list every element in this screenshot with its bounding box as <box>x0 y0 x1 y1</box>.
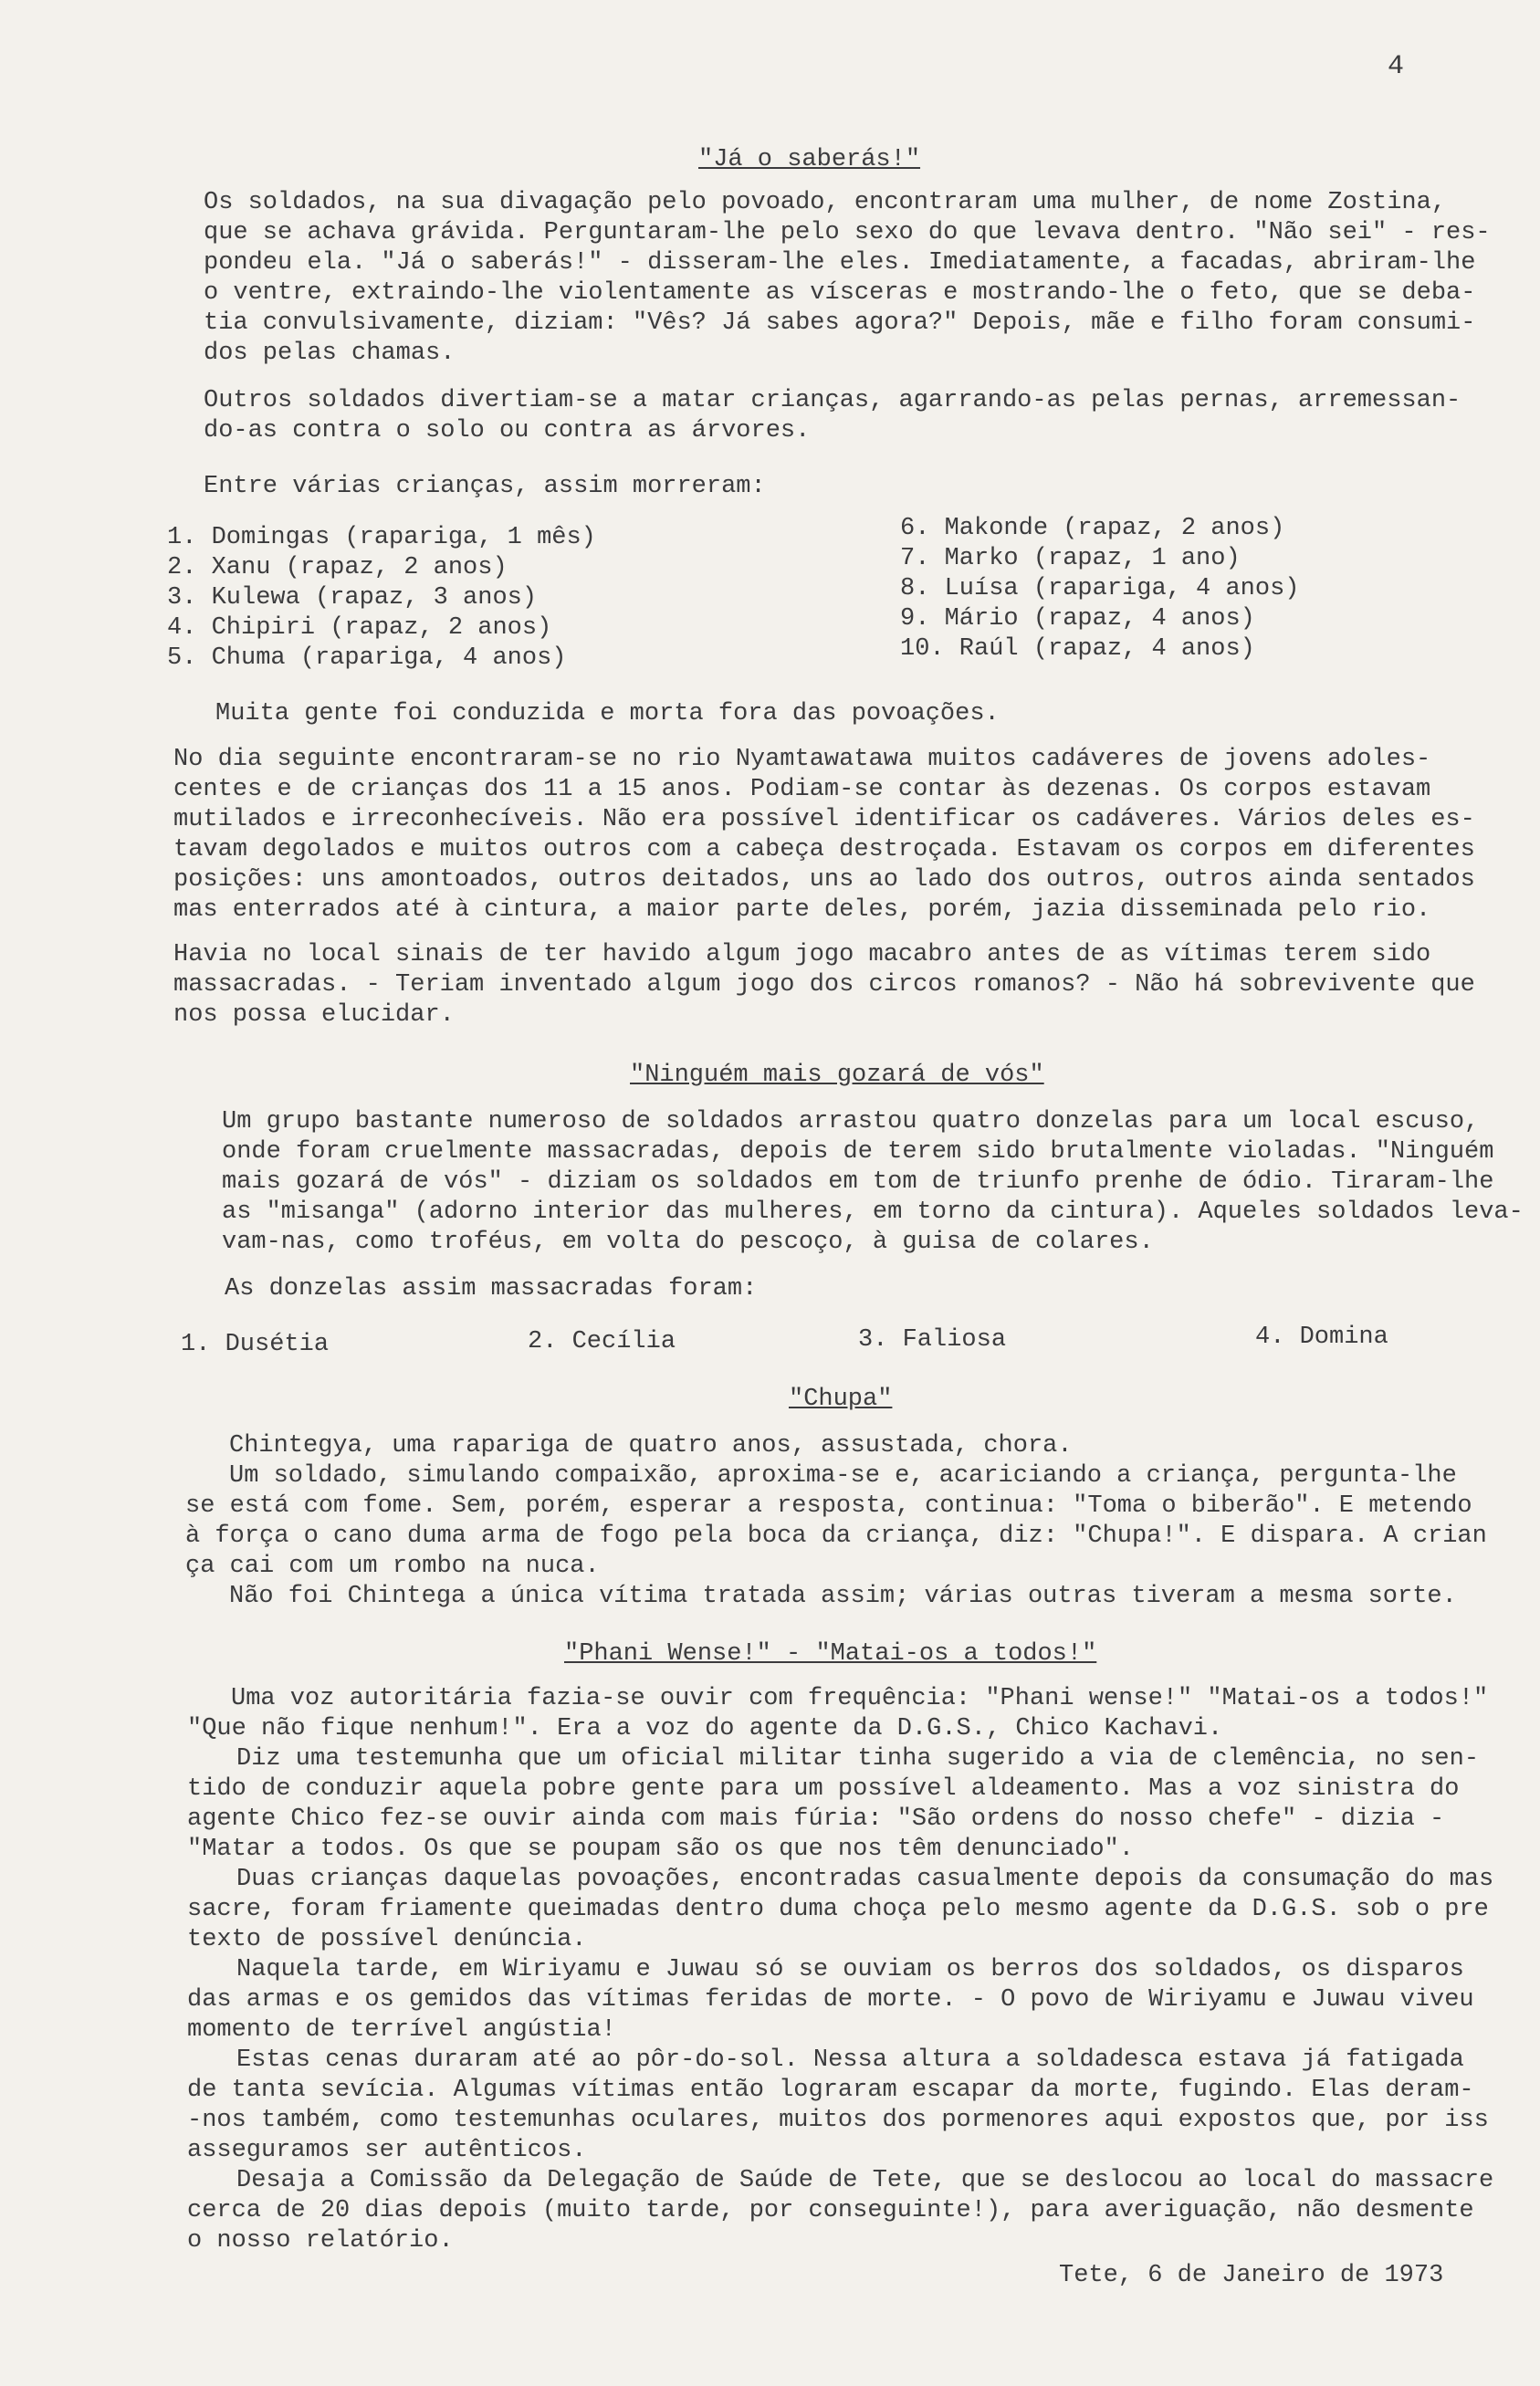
text-line: agente Chico fez-se ouvir ainda com mais fúria: "São ordens do nosso chefe" - dizia - <box>187 1805 1445 1833</box>
text-line: Um grupo bastante numeroso de soldados arrastou quatro donzelas para um local escuso, <box>222 1108 1480 1135</box>
text-line: "Matar a todos. Os que se poupam são os que nos têm denunciado". <box>187 1836 1134 1863</box>
paragraph-river <box>173 745 1475 926</box>
maiden-1: 1. Dusétia <box>181 1331 330 1358</box>
text-line: mas enterrados até à cintura, a maior parte deles, porém, jazia disseminada pelo rio. <box>173 896 1431 924</box>
text-line: de tanta sevícia. Algumas vítimas então lograram escapar da morte, fugindo. Elas deram- <box>187 2077 1474 2104</box>
list-item: 3. Kulewa (rapaz, 3 anos) <box>167 584 538 612</box>
text-line: o ventre, extraindo-lhe violentamente as vísceras e mostrando-lhe o feto, que se deba- <box>204 279 1476 307</box>
text-line: No dia seguinte encontraram-se no rio Nyamtawatawa muitos cadáveres de jovens adoles- <box>173 746 1431 773</box>
text-line: ça cai com um rombo na nuca. <box>185 1553 600 1580</box>
closing-date: Tete, 6 de Janeiro de 1973 <box>1059 2262 1444 2289</box>
text-line: As donzelas assim massacradas foram: <box>225 1275 758 1303</box>
paragraph-chintegya <box>185 1431 1487 1612</box>
victims-list-left <box>167 523 596 674</box>
text-line: que se achava grávida. Perguntaram-lhe pelo sexo do que levava dentro. "Não sei" - res- <box>204 219 1491 246</box>
text-line: sacre, foram friamente queimadas dentro duma choça pelo mesmo agente da D.G.S. sob o pre <box>187 1896 1489 1923</box>
text-line: Havia no local sinais de ter havido algum jogo macabro antes de as vítimas terem sido <box>173 941 1431 968</box>
text-line: se está com fome. Sem, porém, esperar a resposta, continua: "Toma o biberão". E metendo <box>185 1492 1472 1520</box>
text-line: texto de possível denúncia. <box>187 1926 587 1953</box>
paragraph-children <box>204 386 1461 446</box>
text-line: Desaja a Comissão da Delegação de Saúde de Tete, que se deslocou ao local do massacre <box>236 2167 1494 2194</box>
text-line: massacradas. - Teriam inventado algum jogo dos circos romanos? - Não há sobrevivente que <box>173 971 1475 999</box>
text-line: Outros soldados divertiam-se a matar crianças, agarrando-as pelas pernas, arremessan- <box>204 387 1461 414</box>
section-title-chupa: "Chupa" <box>789 1386 893 1413</box>
list-item: 4. Chipiri (rapaz, 2 anos) <box>167 614 552 642</box>
maiden-4: 4. Domina <box>1255 1324 1388 1351</box>
text-line: momento de terrível angústia! <box>187 2016 616 2044</box>
paragraph-list-intro <box>204 472 766 502</box>
text-line: asseguramos ser autênticos. <box>187 2137 587 2164</box>
text-line: do-as contra o solo ou contra as árvores. <box>204 417 811 445</box>
text-line: Diz uma testemunha que um oficial militar tinha sugerido a via de clemência, no sen- <box>236 1745 1480 1773</box>
text-line: mutilados e irreconhecíveis. Não era possível identificar os cadáveres. Vários deles es- <box>173 806 1475 833</box>
text-line: Estas cenas duraram até ao pôr-do-sol. Nessa altura a soldadesca estava já fatigada <box>236 2046 1464 2074</box>
text-line: centes e de crianças dos 11 a 15 anos. Podiam-se contar às dezenas. Os corpos estavam <box>173 776 1431 803</box>
list-item: 7. Marko (rapaz, 1 ano) <box>900 545 1241 572</box>
text-line: "Que não fique nenhum!". Era a voz do agente da D.G.S., Chico Kachavi. <box>187 1715 1223 1742</box>
text-line: cerca de 20 dias depois (muito tarde, por conseguinte!), para averiguação, não desmente <box>187 2197 1474 2224</box>
paragraph-outside-villages <box>215 699 1000 729</box>
text-line: tido de conduzir aquela pobre gente para um possível aldeamento. Mas a voz sinistra do <box>187 1775 1460 1803</box>
paragraph-macabre-game <box>173 940 1475 1031</box>
text-line: nos possa elucidar. <box>173 1001 455 1029</box>
page-number: 4 <box>1388 51 1405 82</box>
text-line: as "misanga" (adorno interior das mulheres, em torno da cintura). Aqueles soldados leva- <box>222 1198 1524 1226</box>
text-line: tavam degolados e muitos outros com a cabeça destroçada. Estavam os corpos em diferentes <box>173 836 1475 863</box>
text-line: à força o cano duma arma de fogo pela boca da criança, diz: "Chupa!". E dispara. A crian <box>185 1523 1487 1550</box>
text-line: Uma voz autoritária fazia-se ouvir com frequência: "Phani wense!" "Matai-os a todos!" <box>231 1685 1489 1712</box>
list-item: 5. Chuma (rapariga, 4 anos) <box>167 644 567 672</box>
section-title-phani-wense: "Phani Wense!" - "Matai-os a todos!" <box>564 1640 1097 1668</box>
text-line: Entre várias crianças, assim morreram: <box>204 473 766 500</box>
paragraph-maidens-intro <box>225 1274 757 1304</box>
text-line: pondeu ela. "Já o saberás!" - disseram-lhe eles. Imediatamente, a facadas, abriram-lhe <box>204 249 1476 277</box>
text-line: -nos também, como testemunhas oculares, muitos dos pormenores aqui expostos que, por iss <box>187 2107 1489 2134</box>
text-line: tia convulsivamente, diziam: "Vês? Já sabes agora?" Depois, mãe e filho foram consumi- <box>204 309 1476 337</box>
text-line: o nosso relatório. <box>187 2227 454 2255</box>
list-item: 10. Raúl (rapaz, 4 anos) <box>900 635 1255 663</box>
maiden-2: 2. Cecília <box>528 1328 676 1355</box>
text-line: Um soldado, simulando compaixão, aproxima-se e, acariciando a criança, pergunta-lhe <box>229 1462 1457 1490</box>
victims-list-right <box>900 514 1299 665</box>
text-line: onde foram cruelmente massacradas, depois de terem sido brutalmente violadas. "Ninguém <box>222 1138 1494 1166</box>
list-item: 2. Xanu (rapaz, 2 anos) <box>167 554 508 581</box>
list-item: 9. Mário (rapaz, 4 anos) <box>900 605 1255 633</box>
section-title-ninguem: "Ninguém mais gozará de vós" <box>630 1062 1044 1089</box>
text-line: vam-nas, como troféus, em volta do pescoço, à guisa de colares. <box>222 1229 1154 1256</box>
paragraph-zostina <box>204 188 1491 369</box>
list-item: 6. Makonde (rapaz, 2 anos) <box>900 515 1285 542</box>
text-line: das armas e os gemidos das vítimas feridas de morte. - O povo de Wiriyamu e Juwau viveu <box>187 1986 1474 2014</box>
list-item: 8. Luísa (rapariga, 4 anos) <box>900 575 1300 602</box>
paragraph-phani-wense <box>187 1684 1493 2256</box>
text-line: Não foi Chintega a única vítima tratada assim; várias outras tiveram a mesma sorte. <box>229 1583 1457 1610</box>
text-line: dos pelas chamas. <box>204 340 456 367</box>
paragraph-maidens <box>222 1107 1524 1258</box>
text-line: Chintegya, uma rapariga de quatro anos, assustada, chora. <box>229 1432 1073 1460</box>
text-line: Naquela tarde, em Wiriyamu e Juwau só se ouviam os berros dos soldados, os disparos <box>236 1956 1464 1983</box>
text-line: Muita gente foi conduzida e morta fora das povoações. <box>215 700 1000 727</box>
text-line: mais gozará de vós" - diziam os soldados em tom de triunfo prenhe de ódio. Tiraram-lhe <box>222 1168 1494 1196</box>
list-item: 1. Domingas (rapariga, 1 mês) <box>167 524 596 551</box>
section-title-ja-o-saberas: "Já o saberás!" <box>698 146 921 173</box>
text-line: posições: uns amontoados, outros deitados, uns ao lado dos outros, outros ainda sentados <box>173 866 1475 894</box>
text-line: Duas crianças daquelas povoações, encontradas casualmente depois da consumação do mas <box>236 1866 1494 1893</box>
maiden-3: 3. Faliosa <box>858 1326 1007 1354</box>
text-line: Os soldados, na sua divagação pelo povoado, encontraram uma mulher, de nome Zostina, <box>204 189 1447 216</box>
